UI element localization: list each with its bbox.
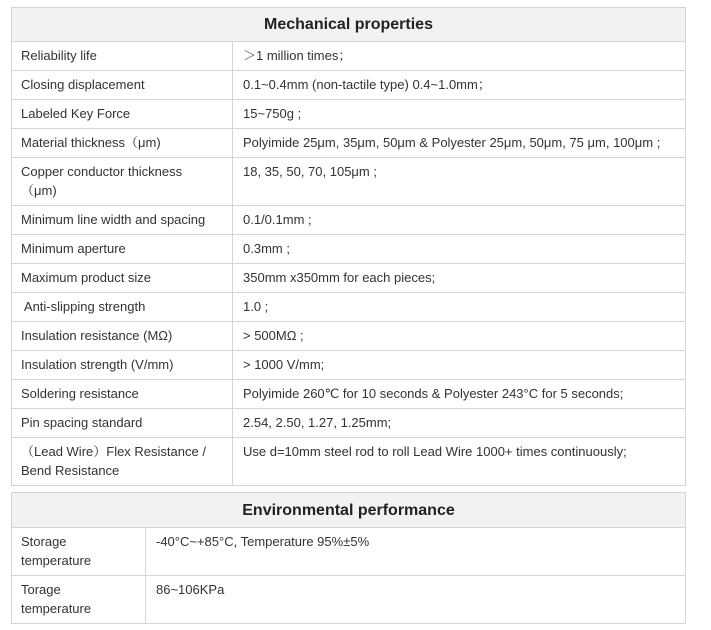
row-label: Minimum line width and spacing xyxy=(12,206,233,235)
row-label: Labeled Key Force xyxy=(12,100,233,129)
table-row xyxy=(12,129,686,158)
row-value: 0.1~0.4mm (non-tactile type) 0.4~1.0mm； xyxy=(233,71,686,100)
row-value: 1.0 ; xyxy=(233,293,686,322)
table-row xyxy=(12,158,686,206)
row-label: Material thickness（μm) xyxy=(12,129,233,158)
row-label: Minimum aperture xyxy=(12,235,233,264)
table-row xyxy=(12,380,686,409)
row-label: Insulation resistance (MΩ) xyxy=(12,322,233,351)
row-value: 350mm x350mm for each pieces; xyxy=(233,264,686,293)
row-value: -40°C~+85°C, Temperature 95%±5% xyxy=(146,528,686,576)
row-value: > 500MΩ ; xyxy=(233,322,686,351)
table-row xyxy=(12,576,686,624)
row-label: Insulation strength (V/mm) xyxy=(12,351,233,380)
table-row xyxy=(12,206,686,235)
row-value: Use d=10mm steel rod to roll Lead Wire 1000+ times continuously; xyxy=(233,438,686,486)
row-value: 18, 35, 50, 70, 105μm ; xyxy=(233,158,686,206)
table-title: Environmental performance xyxy=(12,493,686,528)
table-row xyxy=(12,100,686,129)
table-row xyxy=(12,264,686,293)
row-label: Maximum product size xyxy=(12,264,233,293)
table-row xyxy=(12,528,686,576)
row-label: Closing displacement xyxy=(12,71,233,100)
row-value: > 1000 V/mm; xyxy=(233,351,686,380)
row-label: Storage temperature xyxy=(12,528,146,576)
table-row xyxy=(12,351,686,380)
row-value: 0.1/0.1mm ; xyxy=(233,206,686,235)
row-label: Copper conductor thickness （μm) xyxy=(12,158,233,206)
row-value: Polyimide 260℃ for 10 seconds & Polyester 243°C for 5 seconds; xyxy=(233,380,686,409)
row-value: 0.3mm ; xyxy=(233,235,686,264)
table-row xyxy=(12,409,686,438)
table-header-row xyxy=(12,493,686,528)
table-row xyxy=(12,71,686,100)
table-row xyxy=(12,235,686,264)
table-row xyxy=(12,42,686,71)
table-header-row xyxy=(12,8,686,42)
row-label: Soldering resistance xyxy=(12,380,233,409)
table-row xyxy=(12,322,686,351)
row-value: ＞1 million times； xyxy=(233,42,686,71)
row-label: Torage temperature xyxy=(12,576,146,624)
table-row xyxy=(12,438,686,486)
table-title: Mechanical properties xyxy=(12,8,686,42)
table-row xyxy=(12,293,686,322)
row-value: 86~106KPa xyxy=(146,576,686,624)
row-label: （Lead Wire）Flex Resistance / Bend Resistance xyxy=(12,438,233,486)
mechanical-properties-table xyxy=(11,7,686,486)
environmental-performance-table xyxy=(11,492,686,624)
row-value: Polyimide 25μm, 35μm, 50μm & Polyester 25μm, 50μm, 75 μm, 100μm ; xyxy=(233,129,686,158)
row-value: 15~750g ; xyxy=(233,100,686,129)
row-label: Reliability life xyxy=(12,42,233,71)
row-value: 2.54, 2.50, 1.27, 1.25mm; xyxy=(233,409,686,438)
row-label: Anti-slipping strength xyxy=(12,293,233,322)
row-label: Pin spacing standard xyxy=(12,409,233,438)
